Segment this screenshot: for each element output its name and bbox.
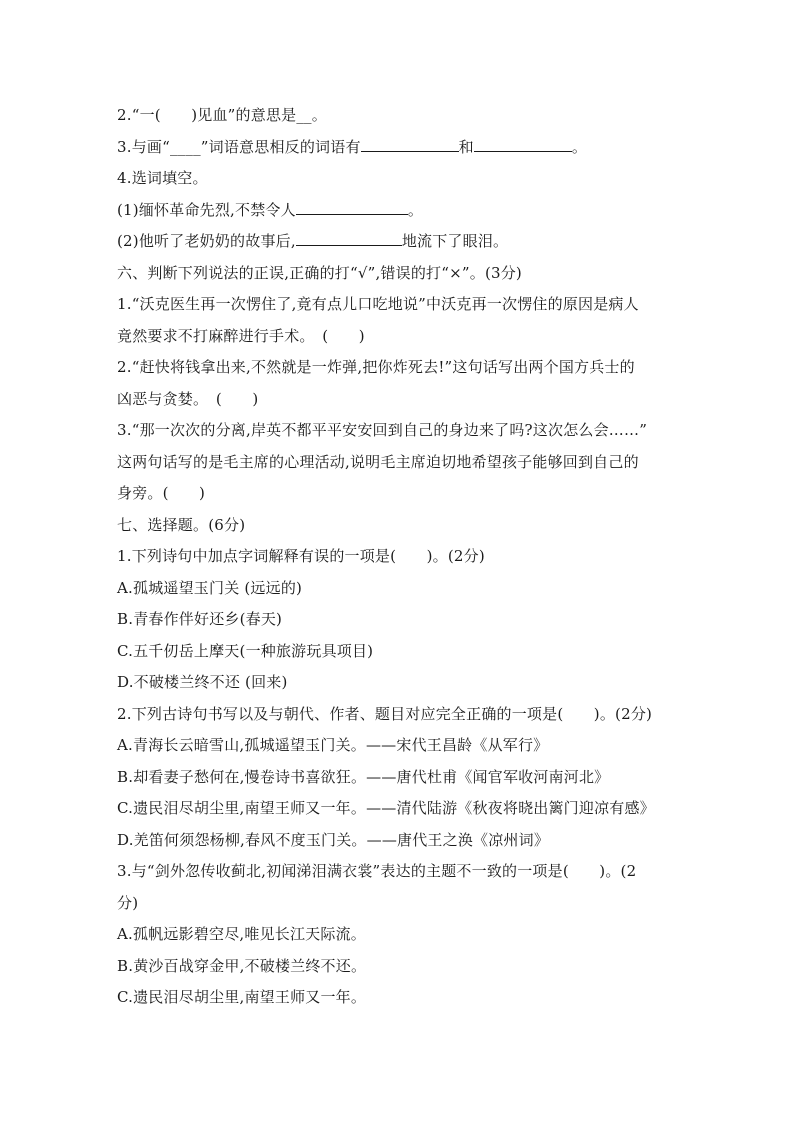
question-4-2-end: 地流下了眼泪。	[401, 232, 509, 250]
question-3-and: 和	[458, 137, 474, 156]
question-4-1-line	[117, 195, 697, 227]
choice-3-option-a: A.孤帆远影碧空尽,唯见长江天际流。	[117, 925, 366, 943]
choice-2-option-d: D.羌笛何须怨杨柳,春风不度玉门关。——唐代王之涣《凉州词》	[117, 830, 550, 849]
question-4-2-line	[117, 226, 697, 258]
question-3-text: 3.与画“____”词语意思相反的词语有	[117, 137, 361, 156]
choice-1-option-b: B.青春作伴好还乡(春天)	[117, 610, 283, 628]
document-page	[117, 100, 697, 1014]
question-4-1-text: (1)缅怀革命先烈,不禁令人	[117, 200, 296, 219]
section-6-heading: 六、判断下列说法的正误,正确的打“√”,错误的打“×”。(3分)	[117, 263, 522, 282]
question-2-line: 2.“一( )见血”的意思是__。	[117, 106, 327, 124]
judge-2-line-a: 2.“赶快将钱拿出来,不然就是一炸弹,把你炸死去!”这句话写出两个国方兵士的	[117, 358, 635, 376]
choice-3-option-c: C.遗民泪尽胡尘里,南望王师又一年。	[117, 988, 367, 1006]
question-4-line: 4.选词填空。	[117, 169, 208, 187]
question-3-end: 。	[571, 137, 588, 156]
question-4-1-end: 。	[407, 200, 424, 219]
answer-blank[interactable]	[474, 137, 572, 152]
choice-2-question: 2.下列古诗句书写以及与朝代、作者、题目对应完全正确的一项是( )。(2分)	[117, 704, 653, 723]
judge-3-line-b: 这两句话写的是毛主席的心理活动,说明毛主席迫切地希望孩子能够回到自己的	[117, 452, 639, 471]
judge-1-line-a: 1.“沃克医生再一次愣住了,竟有点儿口吃地说”中沃克再一次愣住的原因是病人	[117, 295, 639, 313]
choice-1-option-c: C.五千仞岳上摩天(一种旅游玩具项目)	[117, 641, 374, 660]
judge-3-line-a: 3.“那一次次的分离,岸英不都平平安安回到自己的身边来了吗?这次怎么会……”	[117, 421, 648, 439]
section-7-heading: 七、选择题。(6分)	[117, 515, 246, 534]
choice-1-option-a: A.孤城遥望玉门关 (远远的)	[117, 578, 303, 597]
judge-3-line-c: 身旁。( )	[117, 484, 206, 502]
choice-3-option-b: B.黄沙百战穿金甲,不破楼兰终不还。	[117, 956, 367, 975]
question-3-line	[117, 132, 697, 164]
choice-1-option-d: D.不破楼兰终不还 (回来)	[117, 673, 288, 691]
choice-2-option-a: A.青海长云暗雪山,孤城遥望玉门关。——宋代王昌龄《从军行》	[117, 736, 549, 754]
choice-2-option-c: C.遗民泪尽胡尘里,南望王师又一年。——清代陆游《秋夜将晓出篱门迎凉有感》	[117, 799, 655, 817]
choice-2-option-b: B.却看妻子愁何在,慢卷诗书喜欲狂。——唐代杜甫《闻官军收河南河北》	[117, 767, 610, 786]
answer-blank[interactable]	[296, 231, 402, 246]
choice-3-question-a: 3.与“剑外忽传收蓟北,初闻涕泪满衣裳”表达的主题不一致的一项是( )。(2	[117, 862, 637, 880]
answer-blank[interactable]	[361, 137, 459, 152]
answer-blank[interactable]	[296, 200, 408, 215]
choice-1-question: 1.下列诗句中加点字词解释有误的一项是( )。(2分)	[117, 547, 485, 565]
choice-3-question-b: 分)	[117, 893, 139, 912]
judge-2-line-b: 凶恶与贪婪。 ( )	[117, 389, 259, 408]
judge-1-line-b: 竟然要求不打麻醉进行手术。 ( )	[117, 326, 365, 345]
question-4-2-text: (2)他听了老奶奶的故事后,	[117, 232, 296, 250]
